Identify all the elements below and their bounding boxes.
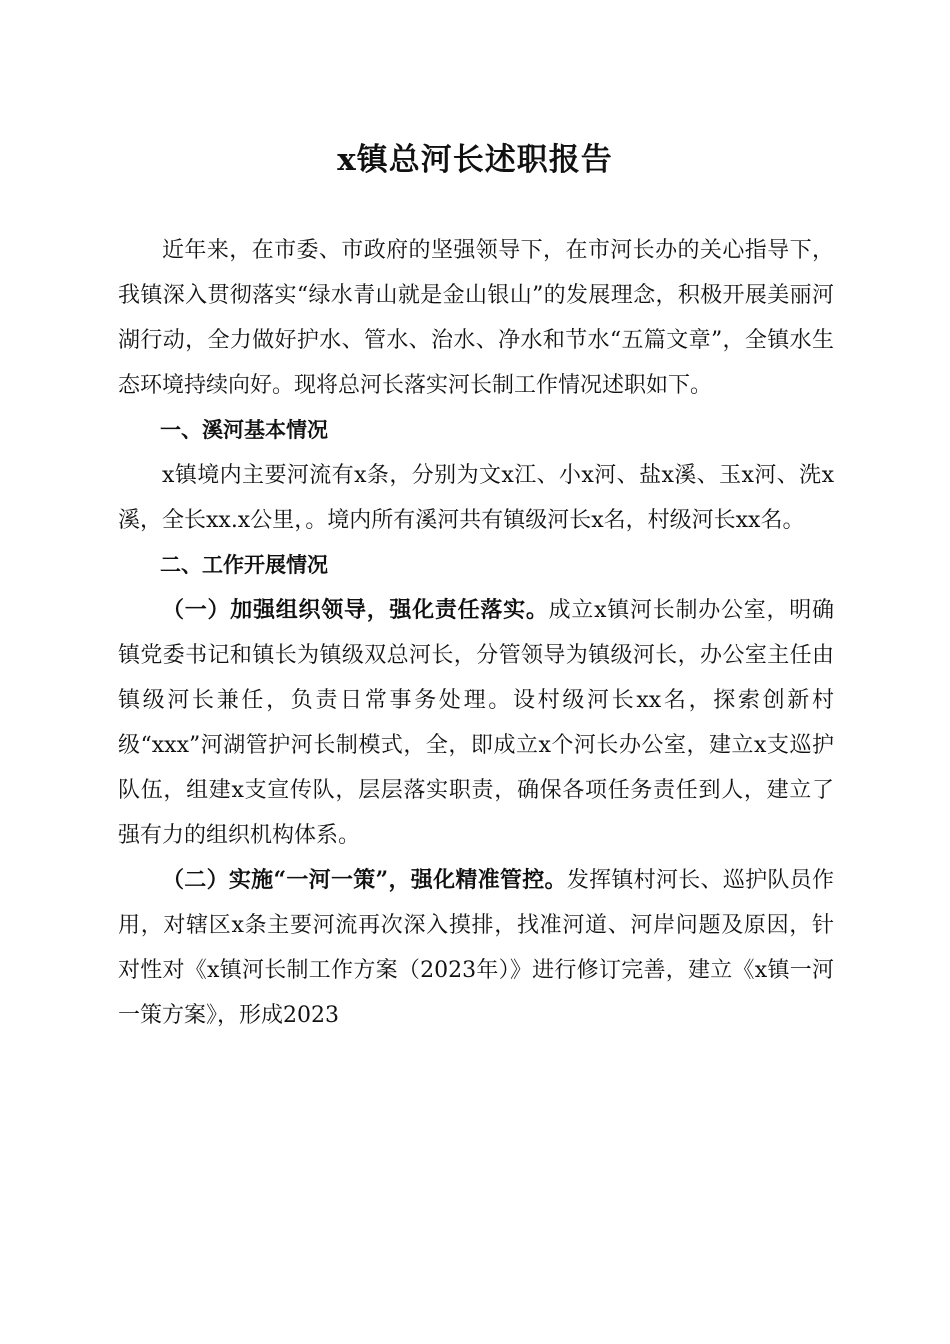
section-2-item-1: [118, 588, 834, 858]
item-2-text: 发挥镇村河长、巡护队员作用，对辖区x条主要河流再次深入摸排，找准河道、河岸问题及原因，针对性对《x镇河长制工作方案（2023年）》进行修订完善，建立《x镇一河一策方案》，形成2023: [118, 868, 834, 1028]
section-heading-2: 二、工作开展情况: [160, 553, 328, 577]
item-1-lead: （一）加强组织领导，强化责任落实。: [162, 597, 549, 623]
document-body: [118, 228, 834, 1038]
item-2-lead: （二）实施“一河一策”，强化精准管控。: [162, 867, 567, 893]
section-2-item-2: [118, 858, 834, 1038]
document-title: x镇总河长述职报告: [337, 142, 613, 178]
intro-paragraph: 近年来，在市委、市政府的坚强领导下，在市河长办的关心指导下，我镇深入贯彻落实“绿水青山就是金山银山”的发展理念，积极开展美丽河湖行动，全力做好护水、管水、治水、净水和节水“五篇文章”，全镇水生态环境持续向好。现将总河长落实河长制工作情况述职如下。: [118, 238, 834, 398]
section-heading-1: 一、溪河基本情况: [160, 418, 328, 442]
item-1-text: 成立x镇河长制办公室，明确镇党委书记和镇长为镇级双总河长，分管领导为镇级河长，办公室主任由镇级河长兼任，负责日常事务处理。设村级河长xx名，探索创新村级“xxx”河湖管护河长制模式，全，即成立x个河长办公室，建立x支巡护队伍，组建x支宣传队，层层落实职责，确保各项任务责任到人，建立了强有力的组织机构体系。: [118, 598, 834, 848]
section-1-paragraph: x镇境内主要河流有x条，分别为文x江、小x河、盐x溪、玉x河、洗x溪，全长xx.x公里，。境内所有溪河共有镇级河长x名，村级河长xx名。: [118, 463, 834, 533]
